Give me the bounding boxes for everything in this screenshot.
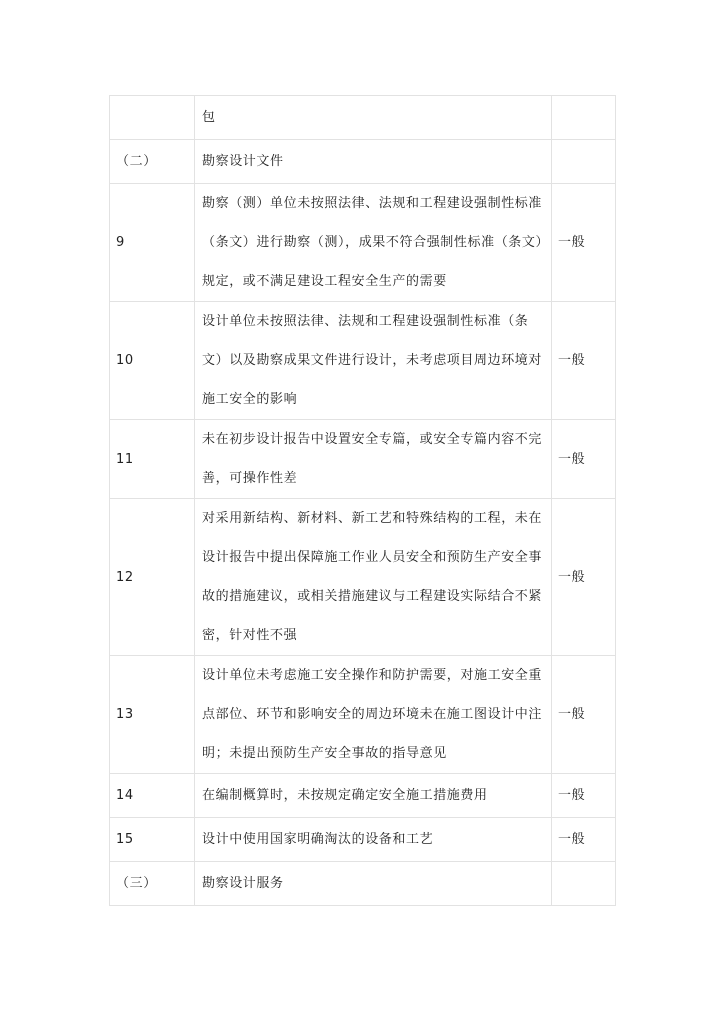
- item-number-cell: 14: [110, 774, 195, 818]
- hazard-level-cell: 一般: [552, 818, 616, 862]
- item-description-cell: 未在初步设计报告中设置安全专篇，或安全专篇内容不完善，可操作性差: [195, 420, 552, 499]
- table-row: [110, 818, 616, 862]
- item-number-cell: 9: [110, 184, 195, 302]
- hazard-level-cell: [552, 140, 616, 184]
- hazard-level-cell: [552, 96, 616, 140]
- hazard-level-cell: 一般: [552, 302, 616, 420]
- section-number-cell: （三）: [110, 862, 195, 906]
- item-description-cell: 包: [195, 96, 552, 140]
- item-number-cell: 10: [110, 302, 195, 420]
- item-number-cell: 11: [110, 420, 195, 499]
- item-number-cell: 13: [110, 656, 195, 774]
- hazard-level-cell: 一般: [552, 656, 616, 774]
- item-number-cell: 15: [110, 818, 195, 862]
- section-number-cell: （二）: [110, 140, 195, 184]
- table-row: [110, 774, 616, 818]
- item-description-cell: 设计单位未按照法律、法规和工程建设强制性标准（条文）以及勘察成果文件进行设计，未考虑项目周边环境对施工安全的影响: [195, 302, 552, 420]
- table-row: [110, 656, 616, 774]
- item-description-cell: 设计中使用国家明确淘汰的设备和工艺: [195, 818, 552, 862]
- table-row: [110, 420, 616, 499]
- hazard-level-cell: 一般: [552, 499, 616, 656]
- table-row: [110, 184, 616, 302]
- item-description-cell: 设计单位未考虑施工安全操作和防护需要，对施工安全重点部位、环节和影响安全的周边环境未在施工图设计中注明；未提出预防生产安全事故的指导意见: [195, 656, 552, 774]
- item-description-cell: 在编制概算时，未按规定确定安全施工措施费用: [195, 774, 552, 818]
- hazard-level-cell: 一般: [552, 184, 616, 302]
- section-header-row: [110, 140, 616, 184]
- item-number-cell: [110, 96, 195, 140]
- table-row: [110, 96, 616, 140]
- hazard-level-cell: 一般: [552, 774, 616, 818]
- section-title-cell: 勘察设计服务: [195, 862, 552, 906]
- hazard-table: [109, 95, 616, 906]
- item-description-cell: 对采用新结构、新材料、新工艺和特殊结构的工程，未在设计报告中提出保障施工作业人员安全和预防生产安全事故的措施建议，或相关措施建议与工程建设实际结合不紧密，针对性不强: [195, 499, 552, 656]
- section-title-cell: 勘察设计文件: [195, 140, 552, 184]
- hazard-level-cell: 一般: [552, 420, 616, 499]
- table-row: [110, 499, 616, 656]
- item-description-cell: 勘察（测）单位未按照法律、法规和工程建设强制性标准（条文）进行勘察（测），成果不符合强制性标准（条文）规定，或不满足建设工程安全生产的需要: [195, 184, 552, 302]
- table-row: [110, 302, 616, 420]
- item-number-cell: 12: [110, 499, 195, 656]
- hazard-level-cell: [552, 862, 616, 906]
- section-header-row: [110, 862, 616, 906]
